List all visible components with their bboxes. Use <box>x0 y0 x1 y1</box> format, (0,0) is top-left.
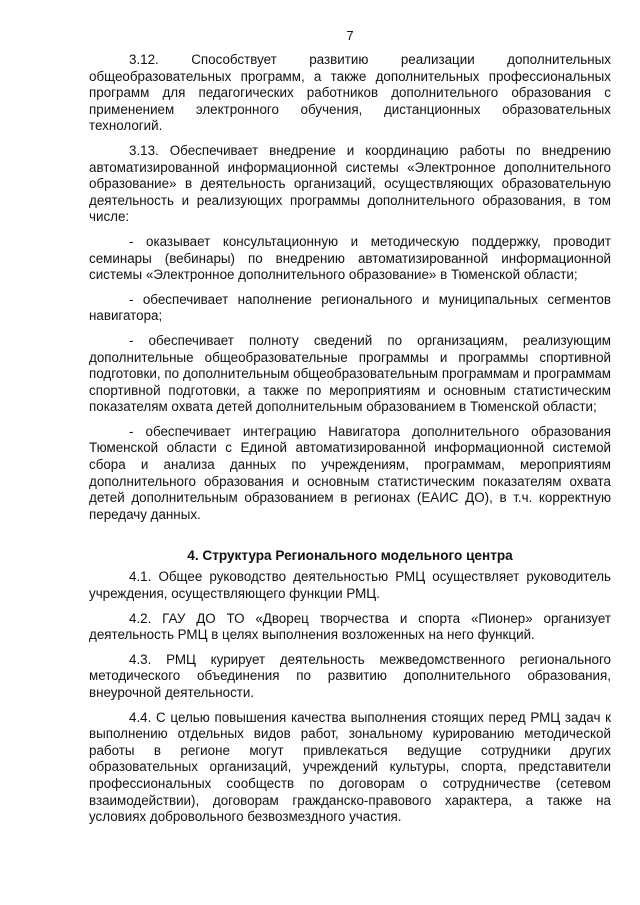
paragraph-3-13: 3.13. Обеспечивает внедрение и координацию работы по внедрению автоматизированной информационной системы «Электронное дополнительного образование» в деятельность организаций, осуществляющих образовательную деятельность и реализующих программы дополнительного образования, в том числе: <box>89 142 611 225</box>
document-page <box>89 28 611 834</box>
paragraph-4-4: 4.4. С целью повышения качества выполнения стоящих перед РМЦ задач к выполнению отдельных видов работ, зональному курированию методической работы в регионе могут привлекаться ведущие сотрудники других образовательных организаций, учреждений культуры, спорта, представители профессиональных сообществ по договорам о сотрудничестве (сетевом взаимодействии), договорам гражданско-правового характера, а также на условиях добровольного безвозмездного участия. <box>89 709 611 825</box>
page-number: 7 <box>346 28 354 43</box>
list-item-data-completeness: - обеспечивает полноту сведений по организациям, реализующим дополнительные общеобразовательные программы и программы спортивной подготовки, по дополнительным общеобразовательным программам и программам спортивной подготовки, а также по мероприятиям и основным статистическим показателям охвата детей дополнительным образованием в Тюменской области; <box>89 332 611 415</box>
paragraph-4-2: 4.2. ГАУ ДО ТО «Дворец творчества и спорта «Пионер» организует деятельность РМЦ в целях выполнения возложенных на него функций. <box>89 610 611 643</box>
paragraph-4-3: 4.3. РМЦ курирует деятельность межведомственного регионального методического объединения по развитию дополнительного образования, внеурочной деятельности. <box>89 651 611 700</box>
list-item-integration: - обеспечивает интеграцию Навигатора дополнительного образования Тюменской области с Единой автоматизированной информационной системой сбора и анализа данных по учреждениям, программам, мероприятиям дополнительного образования и основным статистическим показателям охвата детей дополнительным образованием в регионах (ЕАИС ДО), в т.ч. корректную передачу данных. <box>89 423 611 522</box>
list-item-navigator-segments: - обеспечивает наполнение регионального и муниципальных сегментов навигатора; <box>89 291 611 324</box>
paragraph-4-1: 4.1. Общее руководство деятельностью РМЦ осуществляет руководитель учреждения, осуществляющего функции РМЦ. <box>89 569 611 602</box>
list-item-consulting: - оказывает консультационную и методическую поддержку, проводит семинары (вебинары) по внедрению автоматизированной информационной системы «Электронное дополнительного образование» в Тюменской области; <box>89 233 611 283</box>
section-heading: 4. Структура Регионального модельного центра <box>187 548 513 564</box>
paragraph-3-12: 3.12. Способствует развитию реализации дополнительных общеобразовательных программ, а также дополнительных профессиональных программ для педагогических работников дополнительного образования с применением электронного обучения, дистанционных образовательных технологий. <box>89 52 611 134</box>
